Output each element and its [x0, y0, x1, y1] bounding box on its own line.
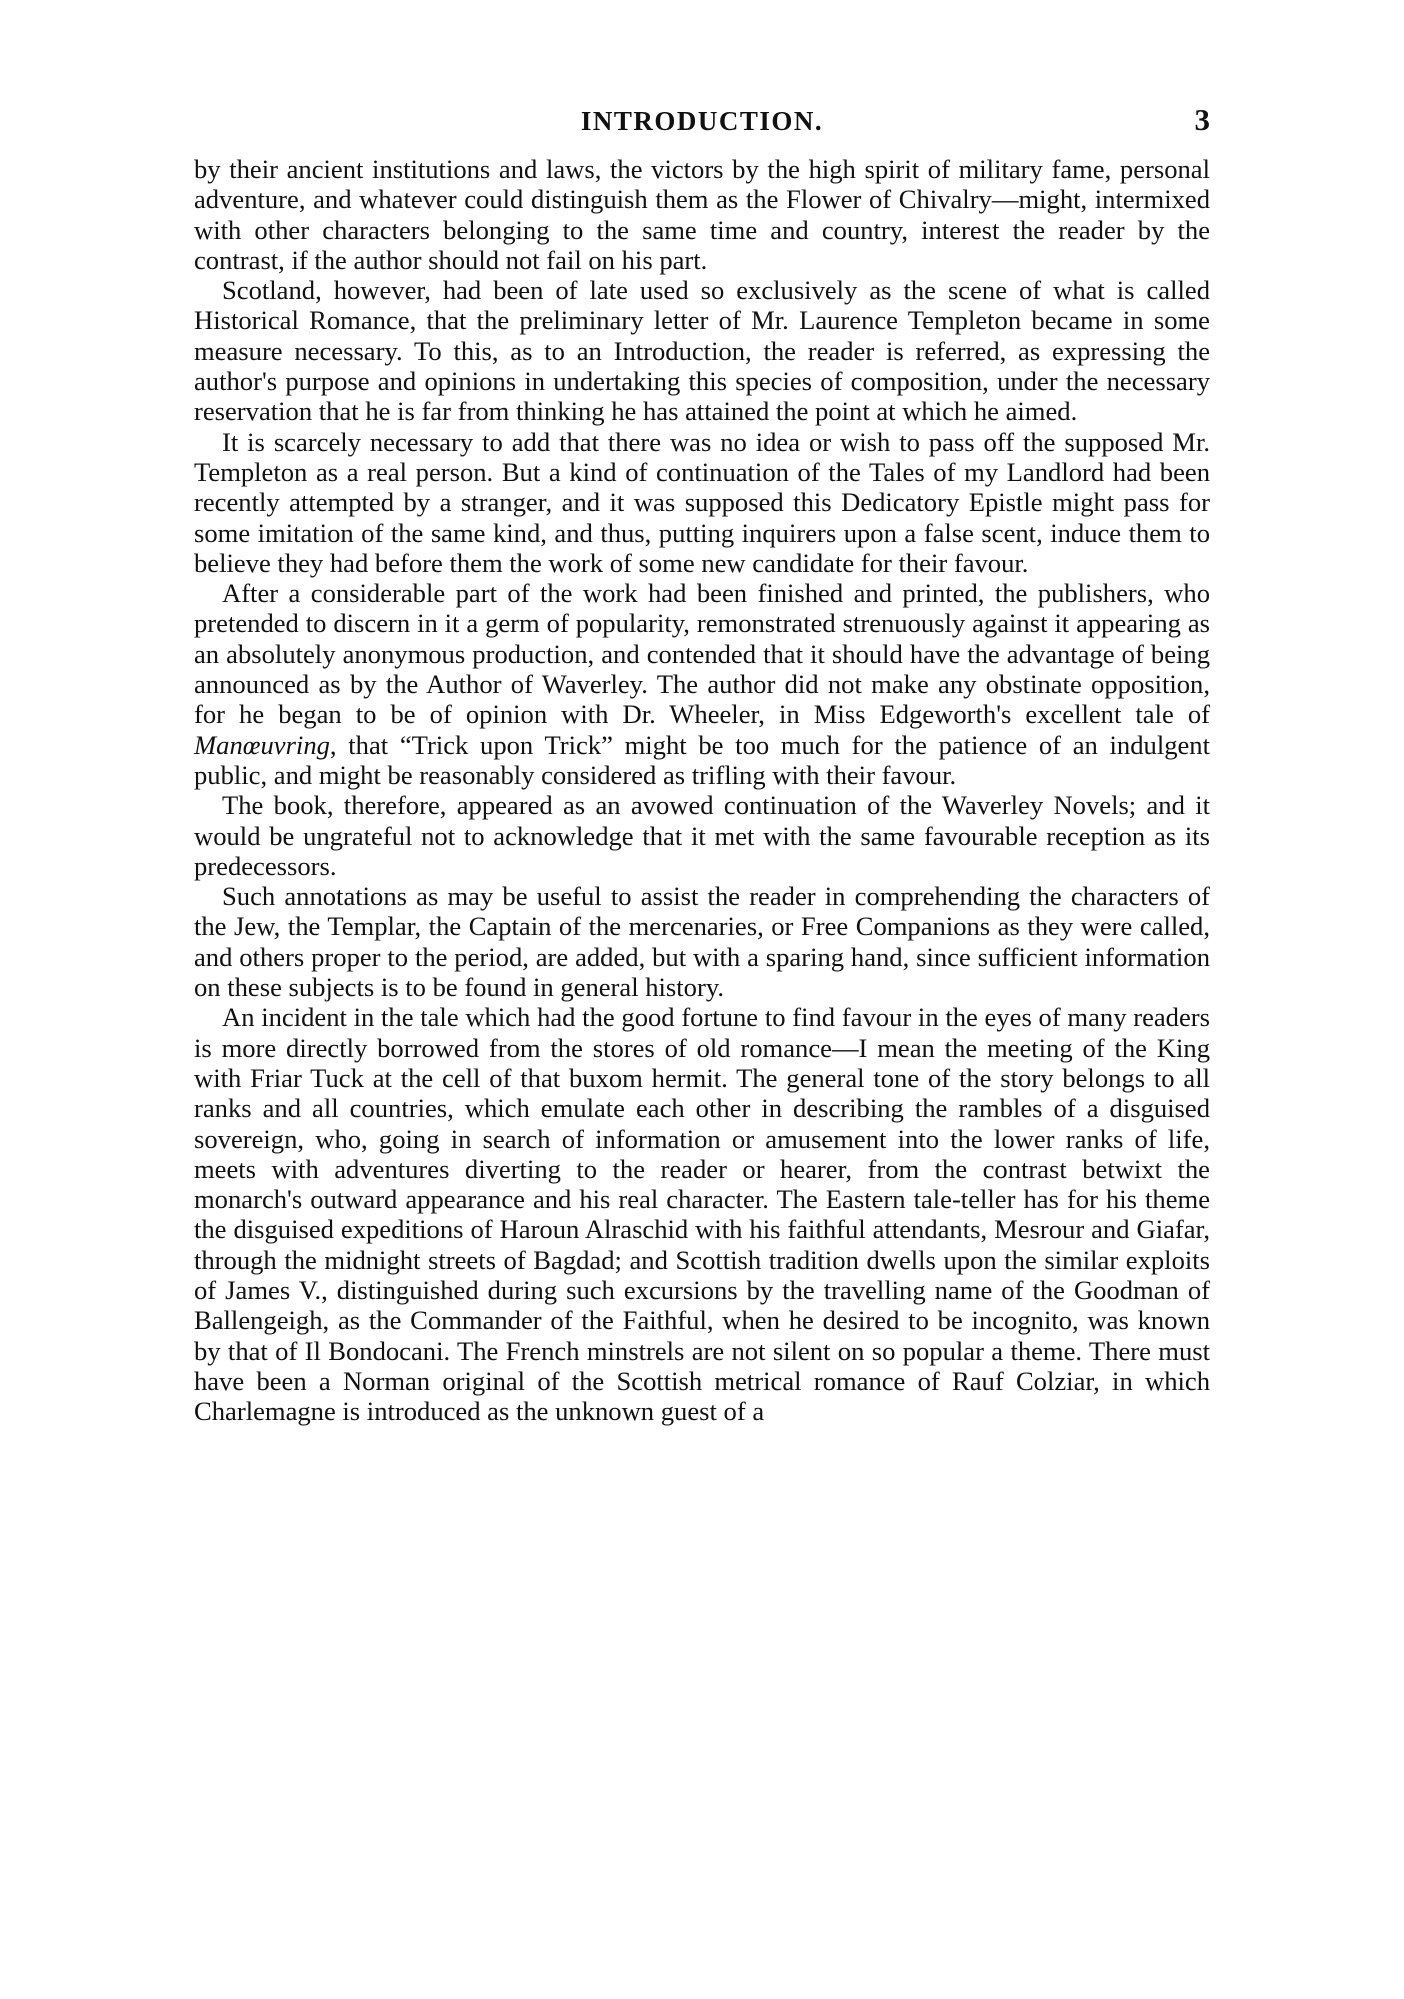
- page-number: 3: [1194, 102, 1210, 137]
- paragraph-avowed-continuation: The book, therefore, appeared as an avowed continuation of the Waverley Novels; and it would be ungrateful not to acknowledge that it met with the same favourable reception as its predecessors.: [194, 790, 1210, 881]
- book-title-manoeuvring: Manœuvring: [194, 729, 330, 760]
- paragraph-scotland: Scotland, however, had been of late used so exclusively as the scene of what is called Historical Romance, that the preliminary letter of Mr. Laurence Templeton became in some measure necessary. To this, as to an Introduction, the reader is referred, as expressing the author's purpose and opinions in undertaking this species of composition, under the necessary reservation that he is far from thinking he has attained the point at which he aimed.: [194, 275, 1210, 427]
- paragraph-templeton: It is scarcely necessary to add that there was no idea or wish to pass off the supposed Mr. Templeton as a real person. But a kind of continuation of the Tales of my Landlord had been recently attempted by a stranger, and it was supposed this Dedicatory Epistle might pass for some imitation of the same kind, and thus, putting inquirers upon a false scent, induce them to believe they had before them the work of some new candidate for their favour.: [194, 426, 1210, 578]
- running-title: INTRODUCTION.: [580, 106, 824, 136]
- paragraph-publishers-text-end: , that “Trick upon Trick” might be too much for the patience of an indulgent public, and might be reasonably considered as trifling with their favour.: [194, 729, 1210, 790]
- paragraph-annotations: Such annotations as may be useful to assist the reader in comprehending the characters of the Jew, the Templar, the Captain of the mercenaries, or Free Companions as they were called, and others proper to the period, are added, but with a sparing hand, since sufficient information on these subjects is to be found in general history.: [194, 881, 1210, 1003]
- paragraph-incident: An incident in the tale which had the good fortune to find favour in the eyes of many readers is more directly borrowed from the stores of old romance—I mean the meeting of the King with Friar Tuck at the cell of that buxom hermit. The general tone of the story belongs to all ranks and all countries, which emulate each other in describing the rambles of a disguised sovereign, who, going in search of information or amusement into the lower ranks of life, meets with adventures diverting to the reader or hearer, from the contrast betwixt the monarch's outward appearance and his real character. The Eastern tale-teller has for his theme the disguised expeditions of Haroun Alraschid with his faithful attendants, Mesrour and Giafar, through the midnight streets of Bagdad; and Scottish tradition dwells upon the similar exploits of James V., distinguished during such excursions by the travelling name of the Goodman of Ballengeigh, as the Commander of the Faithful, when he desired to be incognito, was known by that of Il Bondocani. The French minstrels are not silent on so popular a theme. There must have been a Norman original of the Scottish metrical romance of Rauf Colziar, in which Charlemagne is introduced as the unknown guest of a: [194, 1002, 1210, 1427]
- page: [194, 100, 1210, 1426]
- paragraph-publishers: [194, 578, 1210, 790]
- paragraph-publishers-text: After a considerable part of the work had been finished and printed, the publishers, who pretended to discern in it a germ of popularity, remonstrated strenuously against it appearing as an absolutely anonymous production, and contended that it should have the advantage of being announced as by the Author of Waverley. The author did not make any obstinate opposition, for he began to be of opinion with Dr. Wheeler, in Miss Edgeworth's excellent tale of: [194, 578, 1210, 730]
- paragraph-continued: by their ancient institutions and laws, the victors by the high spirit of military fame, personal adventure, and whatever could distinguish them as the Flower of Chivalry—might, intermixed with other characters belonging to the same time and country, interest the reader by the contrast, if the author should not fail on his part.: [194, 154, 1210, 275]
- body-text: [194, 154, 1210, 1426]
- running-head: [194, 100, 1210, 144]
